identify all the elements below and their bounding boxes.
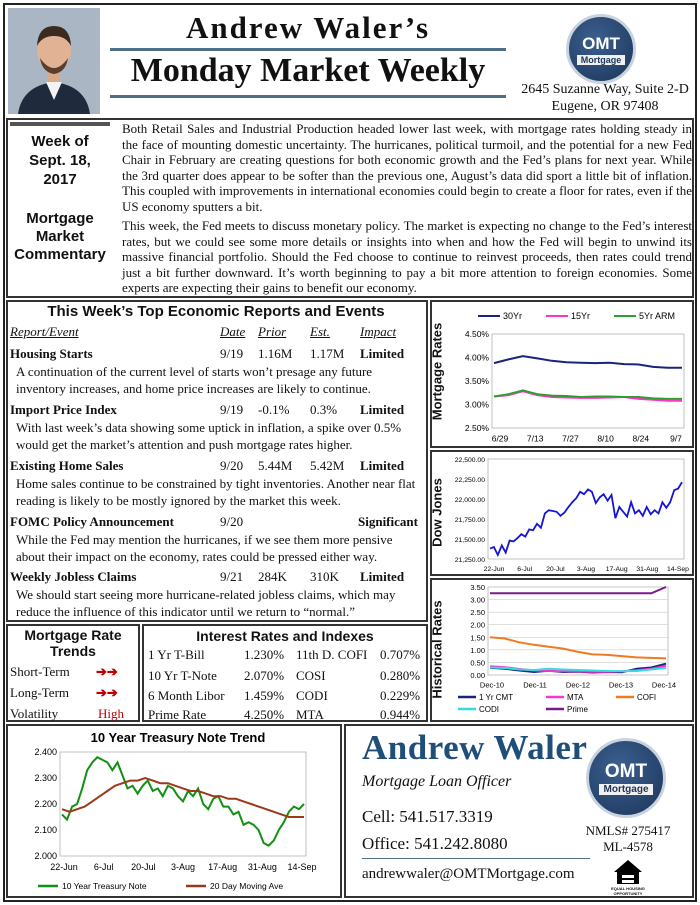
x-tick-label: 22-Jun	[483, 565, 505, 573]
week-date: Sept. 18,	[29, 152, 91, 169]
commentary-heading-line2: Market	[35, 228, 85, 245]
rate-value: 2.070%	[244, 668, 285, 683]
event-est: 0.3%	[310, 402, 338, 417]
x-tick-label: 8/24	[632, 433, 650, 444]
plot-area	[488, 587, 668, 675]
rate-value: 4.250%	[244, 707, 285, 722]
rate-value: 1.230%	[244, 647, 285, 662]
index-name: COSI	[296, 668, 326, 683]
y-tick-label: 3.50	[470, 583, 485, 592]
series-line	[62, 778, 304, 817]
event-date: 9/21	[220, 569, 244, 584]
x-tick-label: 20-Jul	[546, 565, 565, 573]
legend-label: 5Yr ARM	[639, 311, 676, 321]
index-name: MTA	[296, 707, 324, 722]
contact-name: Andrew Waler	[362, 728, 588, 767]
x-tick-label: 6-Jul	[93, 862, 114, 872]
contact-title: Mortgage Loan Officer	[362, 773, 512, 790]
plot-area	[60, 752, 306, 856]
address-line2: Eugene, OR 97408	[551, 99, 659, 114]
logo-subtext: Mortgage	[599, 784, 653, 795]
rate-name: Prime Rate	[148, 707, 207, 722]
contact-cell[interactable]: Cell: 541.517.3319	[362, 807, 493, 826]
x-tick-label: 8/10	[597, 433, 614, 444]
week-year: 2017	[43, 171, 77, 188]
legend-label: 30Yr	[503, 311, 523, 321]
x-tick-label: 17-Aug	[605, 565, 628, 573]
index-value: 0.280%	[380, 668, 421, 683]
y-tick-label: 3.00	[470, 595, 485, 605]
x-tick-label: 14-Sep	[667, 565, 689, 573]
legend-label: 20 Day Moving Ave	[210, 881, 284, 891]
x-tick-label: 6-Jul	[517, 565, 533, 573]
y-tick-label: 21,750.00	[454, 517, 485, 524]
short-term-arrows: ➔➔	[96, 664, 118, 679]
y-tick-label: 2.50	[470, 608, 485, 618]
rates-title: Interest Rates and Indexes	[196, 628, 374, 644]
commentary-heading	[12, 210, 108, 264]
y-tick-label: 1.50	[470, 633, 485, 643]
treasury-chart	[8, 726, 340, 896]
col-header-est: Est.	[310, 324, 330, 339]
y-tick-label: 22,500.00	[454, 457, 485, 464]
index-value: 0.944%	[380, 707, 421, 722]
x-tick-label: Dec-10	[479, 680, 505, 690]
title-rule-bottom	[110, 95, 506, 98]
commentary-paragraph-1: Both Retail Sales and Industrial Production headed lower last week, with mortgage rates holding steady in the face of mounting domestic uncertainty. The hurricanes, political turmoil, and the potential for a new Fed Chair in February are creating questions for both economic growth and the Fed’s plans for next year. While the 3rd quarter does appear to be softer than the previous one, August’s data did sport a little bit of inflation. This coupled with improvements in international economies could begin to create a floor for rates, even if the US economy sputters a bit.	[122, 121, 692, 214]
event-prior: -0.1%	[258, 402, 290, 417]
event-date: 9/20	[220, 514, 244, 529]
x-tick-label: Dec-12	[565, 680, 591, 690]
x-tick-label: 20-Jul	[131, 862, 156, 872]
event-description: We should start seeing more hurricane-related jobless claims, which may reduce the influence of this indicator until we return to “normal.”	[16, 587, 396, 619]
contact-email[interactable]: andrewwaler@OMTMortgage.com	[362, 866, 575, 882]
y-tick-label: 2.100	[34, 825, 57, 835]
rate-name: 10 Yr T-Note	[148, 668, 217, 683]
series-line	[490, 637, 666, 658]
omt-logo	[566, 14, 636, 84]
legend-label: 15Yr	[571, 311, 591, 321]
y-tick-label: 2.000	[34, 851, 57, 861]
y-tick-label: 2.400	[34, 747, 57, 757]
event-est: 5.42M	[310, 458, 345, 473]
y-tick-label: 3.00%	[464, 399, 489, 410]
event-impact: Significant	[358, 514, 418, 529]
y-tick-label: 2.300	[34, 773, 57, 783]
commentary-paragraph-2: This week, the Fed meets to discuss monetary policy. The market is expecting no change to the Fed’s interest rates, but we could see some more details or insights into when and how the Fed will begin to unwind its massive financial portfolio. Should the Fed choose to continue to reinvest proceeds, then rates could trend just a bit further downward. It’s worth beginning to pay a bit more attention to foreign economies. Some experts are expecting their gains to benefit our economy.	[122, 218, 692, 295]
legend-label: 1 Yr CMT	[479, 693, 514, 702]
x-tick-label: 6/29	[491, 433, 509, 444]
long-term-arrows: ➔➔	[96, 685, 118, 700]
trends-title-line2: Trends	[50, 643, 96, 659]
contact-office[interactable]: Office: 541.242.8080	[362, 834, 508, 853]
y-tick-label: 21,250.00	[454, 557, 485, 564]
series-line	[490, 482, 682, 555]
x-tick-label: 9/7	[670, 433, 682, 444]
trend-label-long-term: Long-Term	[10, 685, 70, 700]
x-tick-label: Dec-14	[651, 680, 677, 690]
equal-housing-text: EQUAL HOUSING OPPORTUNITY	[611, 886, 645, 896]
logo-text: OMT	[604, 761, 648, 782]
x-tick-label: 7/27	[562, 433, 579, 444]
index-value: 0.707%	[380, 647, 421, 662]
y-tick-label: 22,000.00	[454, 497, 485, 504]
y-tick-label: 2.200	[34, 799, 57, 809]
trends-title-line1: Mortgage Rate	[24, 627, 122, 643]
historical-rates-chart	[448, 581, 690, 719]
newsletter-title: Monday Market Weekly	[130, 52, 486, 89]
event-date: 9/19	[220, 346, 244, 361]
commentary-heading-line1: Mortgage	[26, 210, 94, 227]
legend-label: COFI	[637, 693, 657, 702]
x-tick-label: 7/13	[526, 433, 544, 444]
week-label	[12, 132, 108, 189]
legend-label: CODI	[479, 705, 499, 714]
reports-title: This Week’s Top Economic Reports and Events	[47, 303, 385, 320]
y-tick-label: 2.50%	[464, 423, 489, 433]
x-tick-label: 14-Sep	[287, 862, 317, 872]
x-tick-label: 22-Jun	[50, 862, 78, 872]
week-of: Week of	[31, 133, 89, 150]
volatility-value: High	[98, 706, 124, 721]
x-tick-label: 3-Aug	[170, 862, 196, 872]
event-description: Home sales continue to be constrained by tight inventories. Another near flat reading is likely to be mostly ignored by the market this week.	[16, 476, 416, 508]
dow-jones-chart	[448, 453, 690, 573]
event-name: Weekly Jobless Claims	[10, 569, 137, 584]
trend-label-volatility: Volatility	[10, 706, 59, 721]
x-tick-label: 31-Aug	[636, 565, 659, 573]
x-tick-label: 31-Aug	[247, 862, 277, 872]
plot-area	[488, 459, 684, 559]
mortgage-rates-chart	[448, 304, 690, 444]
col-header-prior: Prior	[258, 324, 287, 339]
legend-label: MTA	[567, 693, 584, 702]
x-tick-label: 3-Aug	[576, 565, 596, 573]
x-tick-label: Dec-13	[608, 680, 634, 690]
historical-rates-label: Historical Rates	[429, 600, 445, 699]
commentary-heading-line3: Commentary	[14, 246, 106, 263]
license-number: ML-4578	[603, 839, 653, 854]
y-tick-label: 3.50%	[464, 376, 489, 386]
trends-title	[8, 627, 138, 659]
week-rule	[10, 122, 110, 126]
agent-photo	[8, 8, 100, 114]
index-name: 11th D. COFI	[296, 647, 368, 662]
event-est: 1.17M	[310, 346, 345, 361]
index-name: CODI	[296, 688, 328, 703]
event-prior: 284K	[258, 569, 287, 584]
event-name: Housing Starts	[10, 346, 93, 361]
index-value: 0.229%	[380, 688, 421, 703]
series-line	[494, 356, 682, 368]
legend-label: Prime	[567, 705, 588, 714]
omt-logo-footer	[586, 738, 666, 818]
col-header-impact: Impact	[360, 324, 397, 339]
y-tick-label: 0.00	[470, 671, 485, 680]
mortgage-rates-label: Mortgage Rates	[429, 322, 445, 421]
dow-jones-label: Dow Jones	[429, 478, 445, 547]
event-name: Existing Home Sales	[10, 458, 124, 473]
y-tick-label: 21,500.00	[454, 537, 485, 544]
event-description: While the Fed may mention the hurricanes, if we see them more pensive about their impact on the economy, rates could be pressed either way.	[16, 532, 393, 564]
rate-value: 1.459%	[244, 688, 285, 703]
logo-subtext: Mortgage	[577, 55, 625, 65]
col-header-event: Report/Event	[10, 324, 79, 339]
event-date: 9/20	[220, 458, 244, 473]
event-impact: Limited	[360, 458, 405, 473]
legend-label: 10 Year Treasury Note	[62, 881, 147, 891]
x-tick-label: Dec-11	[523, 680, 547, 690]
event-impact: Limited	[360, 402, 405, 417]
event-description: A continuation of the current level of starts won’t presage any future inventory increases, and home price increases are likely to continue.	[16, 364, 373, 396]
series-line	[62, 757, 304, 845]
newsletter-owner: Andrew Waler’s	[185, 10, 431, 45]
x-tick-label: 17-Aug	[208, 862, 238, 872]
y-tick-label: 4.50%	[464, 329, 489, 339]
col-header-date: Date	[220, 324, 246, 339]
logo-text: OMT	[582, 34, 620, 53]
event-prior: 5.44M	[258, 458, 293, 473]
y-tick-label: 2.00	[470, 620, 485, 630]
event-impact: Limited	[360, 569, 405, 584]
event-impact: Limited	[360, 346, 405, 361]
y-tick-label: 1.00	[470, 645, 485, 655]
event-name: FOMC Policy Announcement	[10, 514, 174, 529]
title-rule-top	[110, 48, 506, 51]
event-est: 310K	[310, 569, 339, 584]
trend-label-short-term: Short-Term	[10, 664, 70, 679]
treasury-chart-title: 10 Year Treasury Note Trend	[90, 730, 266, 745]
plot-area	[492, 334, 684, 428]
y-tick-label: 0.50	[470, 658, 485, 668]
rate-name: 6 Month Libor	[148, 688, 225, 703]
event-description: With last week’s data showing some uptick in inflation, a spike over 0.5% would get the market’s attention and push mortgage rates higher.	[16, 420, 402, 452]
y-tick-label: 22,250.00	[454, 477, 485, 484]
rate-name: 1 Yr T-Bill	[148, 647, 205, 662]
address-line1: 2645 Suzanne Way, Suite 2-D	[521, 82, 689, 97]
contact-rule	[362, 858, 590, 859]
series-line	[490, 587, 666, 593]
event-name: Import Price Index	[10, 402, 117, 417]
equal-housing-icon	[608, 856, 648, 896]
y-tick-label: 4.00%	[464, 352, 489, 363]
event-date: 9/19	[220, 402, 244, 417]
nmls-number: NMLS# 275417	[585, 823, 671, 838]
event-prior: 1.16M	[258, 346, 293, 361]
